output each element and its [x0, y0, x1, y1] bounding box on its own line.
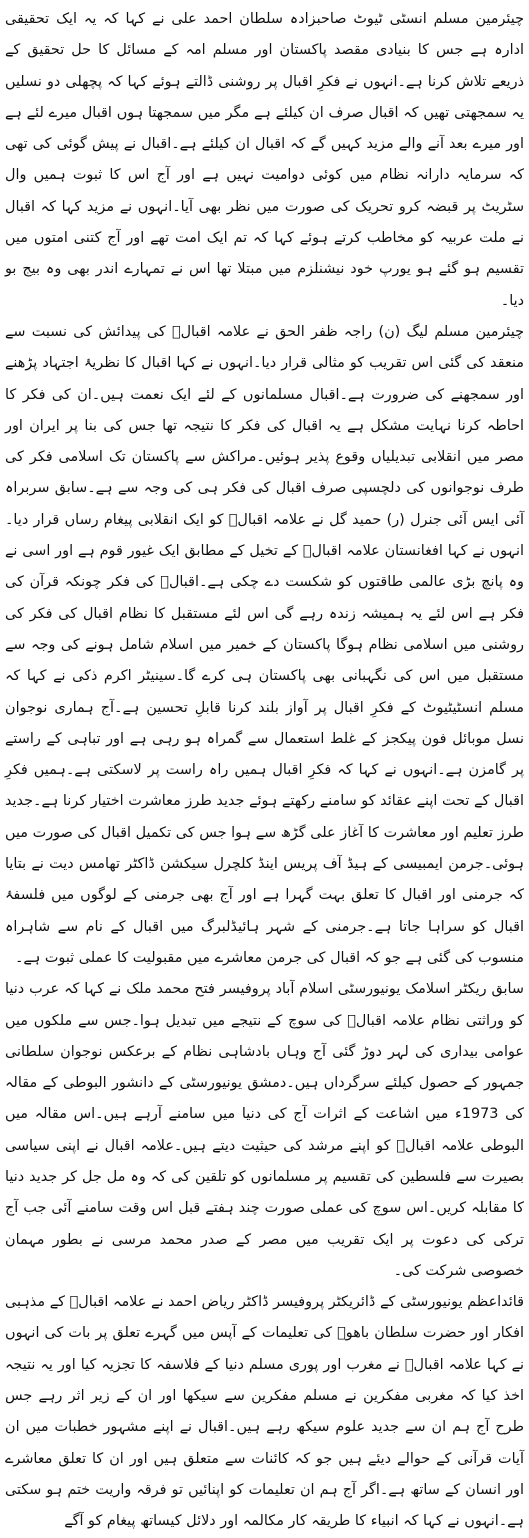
paragraph-fateh-muhammad-malik: سابق ریکٹر اسلامک یونیورسٹی اسلام آباد پروفیسر فتح محمد ملک نے کہا کہ عرب دنیا کو وراثتی نظام علامہ اقبالؒ کی سوچ کے نتیجے میں تبدیل ہوا۔جس سے ملکوں میں عوامی بیداری کی لہر دوڑ گئی آج وہاں بادشاہی نظام کے برعکس نوجوان سلطانی جمہور کے حصول کیلئے سرگرداں ہیں۔دمشق یونیورسٹی کے دانشور البوطی کے مقالہ کی 1973ء میں اشاعت کے اثرات آج کی دنیا میں سامنے آرہے ہیں۔اس مقالہ میں البوطی علامہ اقبالؒ کو اپنے مرشد کی حیثیت دیتے ہیں۔علامہ اقبال نے اپنی سیاسی بصیرت سے فلسطین کی تقسیم پر مسلمانوں کو تلقین کی کہ وہ مل جل کر جدید دنیا کا مقابلہ کریں۔اس سوچ کی عملی صورت چند ہفتے قبل اس وقت سامنے آئی جب آج ترکی کی دعوت پر ایک تقریب میں مصر کے صدر محمد مرسی نے بطور مہمان خصوصی شرکت کی۔ [5, 981, 525, 1279]
paragraph-raja-zafar-ul-haq: چیئرمین مسلم لیگ (ن) راجہ ظفر الحق نے علامہ اقبالؒ کی پیدائش کی نسبت سے منعقد کی گئی اس تقریب کو مثالی قرار دیا۔انہوں نے کہا اقبال کا نظریۂ اجتہاد پڑھنے اور سمجھنے کی ضرورت ہے۔اقبال مسلمانوں کے لئے ایک نعمت ہیں۔ان کی فکر کا احاطہ کرنا نہایت مشکل ہے یہ اقبال کی فکر کا نتیجہ تھا جس کی بنا پر ایران اور مصر میں انقلابی تبدیلیاں وقوع پذیر ہوئیں۔مراکش سے پاکستان تک اسلامی فکر کی طرف نوجوانوں کی دلچسپی صرف اقبال کی فکر ہی کی وجہ سے ہے۔سابق سربراہ آئی ایس آئی جنرل (ر) حمید گل نے علامہ اقبالؒ کو ایک انقلابی پیغام رساں قرار دیا۔انہوں نے کہا افغانستان علامہ اقبالؒ کے تخیل کے مطابق ایک غیور قوم ہے اور اسی نے وہ پانچ بڑی عالمی طاقتوں کو شکست دے چکی ہے۔اقبالؒ کی فکر چونکہ قرآن کی فکر ہے اس لئے یہ ہمیشہ زندہ رہے گی اس لئے مستقبل کا نظام اقبال کی فکر کی روشنی میں اسلامی نظام ہوگا پاکستان کے خمیر میں اسلام شامل ہونے کی وجہ سے مستقبل میں اس کی نگہبانی بھی پاکستان ہی کرے گا۔سینیٹر اکرم ذکی نے کہا کہ مسلم انسٹیٹیوٹ کے فکرِ اقبال پر آواز بلند کرنا قابلِ تحسین ہے۔آج ہماری نوجوان نسل موبائل فون پیکجز کے غلط استعمال سے گمراہ ہو رہی ہے اور تباہی کے راستے پر گامزن ہے۔انہوں نے کہا کہ فکرِ اقبال ہمیں راہ راست پر لاسکتی ہے۔ہمیں فکرِ اقبال کے تحت اپنے عقائد کو سامنے رکھتے ہوئے جدید طرز معاشرت اختیار کرنا ہے۔جدید طرز تعلیم اور معاشرت کا آغاز علی گڑھ سے ہوا جس کی تکمیل اقبال کی صورت میں ہوئی۔جرمن ایمبیسی کے ہیڈ آف پریس اینڈ کلچرل سیکشن ڈاکٹر تھامس دیت نے بتایا کہ جرمنی اور اقبال کا تعلق بہت گہرا ہے اور آج بھی جرمنی کے لوگوں میں فلسفۂ اقبال کو سراہا جاتا ہے۔جرمنی کے شہر ہائیڈلبرگ میں اقبال کے نام سے شاہراہ منسوب کی گئی ہے جو کہ اقبال کی جرمن معاشرے میں مقبولیت کا عملی ثبوت ہے۔ [5, 323, 524, 966]
paragraph-riaz-ahmed: قائداعظم یونیورسٹی کے ڈائریکٹر پروفیسر ڈاکٹر ریاض احمد نے علامہ اقبالؒ کے مذہبی افکار اور حضرت سلطان باھوؒ کی تعلیمات کے آپس میں گہرے تعلق پر بات کی انہوں نے کہا علامہ اقبالؒ نے مغرب اور پوری مسلم دنیا کے فلاسفہ کا تجزیہ کیا اور یہ نتیجہ اخذ کیا کہ مغربی مفکرین نے مسلم مفکرین سے سیکھا اور ان کے زیر اثر رہے جس طرح آج ہم ان سے جدید علوم سیکھ رہے ہیں۔اقبال نے اپنے مشہور خطبات میں ان آیات قرآنی کے حوالے دیئے ہیں جو کہ کائنات سے متعلق ہیں اور ان کا تعلق معاشرے اور انسان کے ساتھ ہے۔اگر آج ہم ان تعلیمات کو اپنائیں تو فرقہ واریت ختم ہو سکتی ہے۔انہوں نے کہا کہ انبیاء کا طریقہ کار مکالمہ اور دلائل کیساتھ پیغام کو آگے [5, 1294, 524, 1530]
paragraph-muslim-institute-chairman: چیئرمین مسلم انسٹی ٹیوٹ صاحبزادہ سلطان احمد علی نے کہا کہ یہ ایک تحقیقی ادارہ ہے جس کا بنیادی مقصد پاکستان اور مسلم امہ کے مسائل کا حل تحقیق کے ذریعے تلاش کرنا ہے۔انہوں نے فکرِ اقبال پر روشنی ڈالتے ہوئے کہا کہ پچھلی دو نسلیں یہ سمجھتی تھیں کہ اقبال صرف ان کیلئے ہے مگر میں سمجھتا ہوں اقبال میرے لئے ہے اور میرے بعد آنے والے مزید کہیں گے کہ اقبال ان کیلئے ہے۔اقبال نے پیش گوئی کی تھی کہ سرمایہ دارانہ نظام میں کوئی دوامیت نہیں ہے اور آج اس کا ثبوت ہمیں وال سٹریٹ پر قبضہ کرو تحریک کی صورت میں نظر بھی آیا۔انہوں نے مزید کہا کہ اقبال نے ملت عربیہ کو مخاطب کرتے ہوئے کہا کہ تم ایک امت تھے اور آج کتنی امتوں میں تقسیم ہو گئے ہو یورپ خود نیشنلزم میں مبتلا تھا اس نے تمہارے اندر بھی وہ بیج بو دیا۔ [5, 11, 524, 309]
urdu-article [5, 4, 524, 1538]
